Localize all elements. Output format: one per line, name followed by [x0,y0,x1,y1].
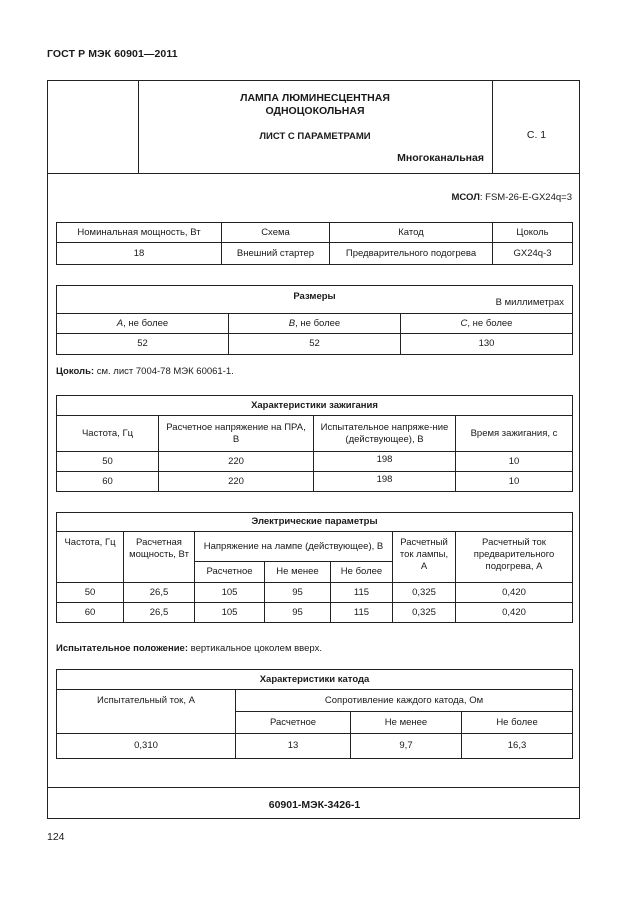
cell-el: 95 [265,583,331,603]
test-position-text: вертикальное цоколем вверх. [187,643,322,654]
header-el-voltage: Напряжение на лампе (действующее), В [195,532,393,562]
cap-label: Цоколь: [56,366,95,377]
cell-ign-freq: 50 [57,452,159,472]
table-row [57,472,573,492]
ignition-title: Характеристики зажигания [57,396,573,416]
footer-code: 60901-МЭК-3426-1 [268,799,361,811]
cell-el: 26,5 [124,603,195,623]
ignition-table [56,395,573,492]
cell-el: 0,420 [456,603,573,623]
cell-cat-calc: 13 [236,734,351,759]
header-scheme: Схема [222,223,330,243]
table-row [57,603,573,623]
cell-ign-test: 198 [314,452,456,472]
cell-ign-ballast: 220 [159,472,314,492]
dimensions-title-cell [57,286,573,314]
cell-el: 0,420 [456,583,573,603]
cell-cathode: Предварительного подогрева [330,243,493,265]
cap-reference-line [56,366,234,377]
header-cat-calc: Расчетное [236,712,351,734]
title-line2: ОДНОЦОКОЛЬНАЯ [265,105,365,117]
header-el-v-min: Не менее [265,562,331,583]
cell-cat-min: 9,7 [351,734,462,759]
table-row [57,452,573,472]
cell-el: 115 [331,603,393,623]
table-row [57,734,573,759]
cell-dim-c: 130 [401,334,573,355]
cell-ign-freq: 60 [57,472,159,492]
cell-el: 0,325 [393,603,456,623]
header-el-v-calc: Расчетное [195,562,265,583]
header-ign-test-voltage: Испытательное напряже-ние (действующее), В [314,416,456,452]
msol-label: МСОЛ [451,192,480,203]
sheet-number: С. 1 [526,129,547,141]
cell-el: 115 [331,583,393,603]
cell-el: 50 [57,583,124,603]
header-cap: Цоколь [493,223,573,243]
variant-label: Многоканальная [397,152,484,164]
header-el-preheat: Расчетный ток предварительного подогрева, А [456,532,573,583]
electrical-title: Электрические параметры [57,513,573,532]
header-cat-test-current: Испытательный ток, А [57,690,236,734]
header-el-v-max: Не более [331,562,393,583]
cell-scheme: Внешний стартер [222,243,330,265]
cell-el: 26,5 [124,583,195,603]
title-bottom-rule [48,173,579,174]
test-position-line [56,643,322,654]
cap-text: см. лист 7004-78 МЭК 60061-1. [94,366,234,377]
header-cat-min: Не менее [351,712,462,734]
cell-ign-test: 198 [314,472,456,492]
header-el-current: Расчетный ток лампы, А [393,532,456,583]
header-cat-resistance: Сопротивление каждого катода, Ом [236,690,573,712]
dimensions-title: Размеры [293,291,336,302]
page-number: 124 [47,831,65,843]
cell-cat-test-current: 0,310 [57,734,236,759]
title-divider-right [492,81,493,173]
cell-cap: GX24q-3 [493,243,573,265]
msol-value: : FSM-26-E-GX24q=3 [479,192,572,203]
cell-dim-b: 52 [229,334,401,355]
main-params-table [56,222,573,265]
test-position-label: Испытательное положение: [56,643,188,654]
sheet-label: ЛИСТ С ПАРАМЕТРАМИ [259,131,371,142]
table-row [57,583,573,603]
cell-el: 105 [195,603,265,623]
document-header: ГОСТ Р МЭК 60901—2011 [47,48,178,60]
cell-nominal-power: 18 [57,243,222,265]
title-line1: ЛАМПА ЛЮМИНЕСЦЕНТНАЯ [240,92,390,104]
cell-ign-ballast: 220 [159,452,314,472]
footer-top-rule [48,787,579,788]
dimensions-table [56,285,573,355]
header-ign-frequency: Частота, Гц [57,416,159,452]
header-cathode: Катод [330,223,493,243]
header-el-power: Расчетная мощность, Вт [124,532,195,583]
cell-el: 0,325 [393,583,456,603]
header-el-frequency: Частота, Гц [57,532,124,583]
header-ign-ballast-voltage: Расчетное напряжение на ПРА, В [159,416,314,452]
cell-dim-a: 52 [57,334,229,355]
header-dim-b: B, не более [229,314,401,334]
cell-ign-time: 10 [456,452,573,472]
cathode-title: Характеристики катода [57,670,573,690]
header-nominal-power: Номинальная мощность, Вт [57,223,222,243]
cathode-table [56,669,573,759]
header-dim-c: C, не более [401,314,573,334]
dimensions-unit: В миллиметрах [495,297,564,308]
header-ign-time: Время зажигания, с [456,416,573,452]
cell-el: 95 [265,603,331,623]
header-dim-a: A, не более [57,314,229,334]
cell-ign-time: 10 [456,472,573,492]
cell-el: 105 [195,583,265,603]
header-cat-max: Не более [462,712,573,734]
electrical-table [56,512,573,623]
msol-line [452,192,573,203]
cell-el: 60 [57,603,124,623]
cell-cat-max: 16,3 [462,734,573,759]
